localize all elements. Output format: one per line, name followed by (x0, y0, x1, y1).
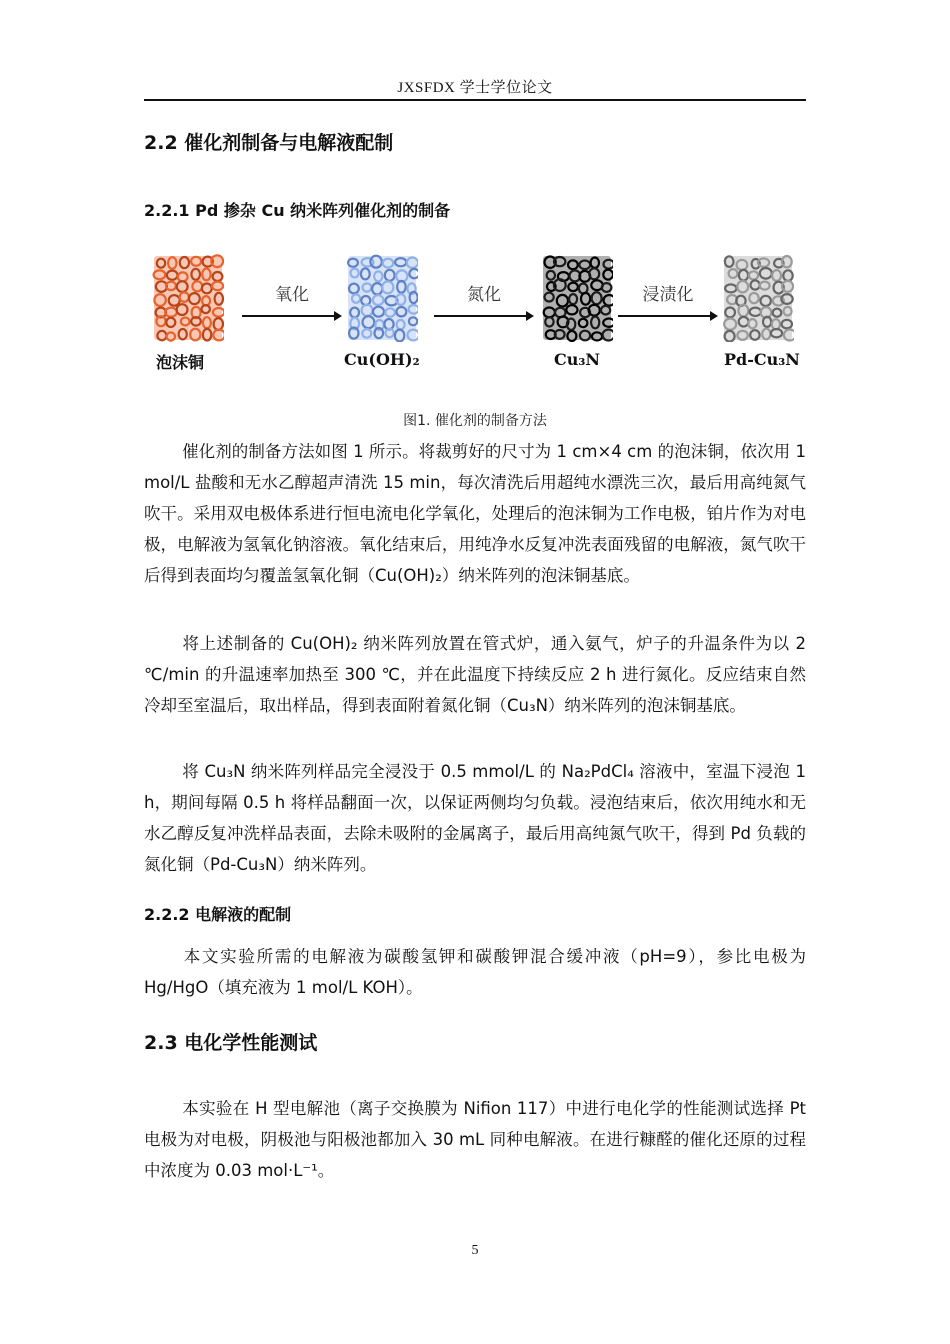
arrow-right-icon (618, 310, 718, 322)
paragraph-3 (144, 756, 806, 880)
paragraph-3-text: 将 Cu₃N 纳米阵列样品完全浸没于 0.5 mmol/L 的 Na₂PdCl₄ 溶液中，室温下浸泡 1 h，期间每隔 0.5 h 将样品翻面一次，以保证两侧均匀负载。浸泡结束后，依次用纯水和无水乙醇反复冲洗样品表面，去除未吸附的金属离子，最后用高纯氮气吹干，得到 Pd 负载的氮化铜（Pd-Cu₃N）纳米阵列。 (144, 762, 806, 874)
paragraph-1-text: 催化剂的制备方法如图 1 所示。将裁剪好的尺寸为 1 cm×4 cm 的泡沫铜，依次用 1 mol/L 盐酸和无水乙醇超声清洗 15 min，每次清洗后用超纯水漂洗三次，最后用高纯氮气吹干。采用双电极体系进行恒电流电化学氧化，处理后的泡沫铜为工作电极，铂片作为对电极，电解液为氢氧化钠溶液。氧化结束后，用纯净水反复冲洗表面残留的电解液，氮气吹干后得到表面均匀覆盖氢氧化铜（Cu(OH)₂）纳米阵列的泡沫铜基底。 (144, 442, 806, 585)
subsection-heading-2-2-1: 2.2.1 Pd 掺杂 Cu 纳米阵列催化剂的制备 (144, 201, 451, 220)
paragraph-2-text: 将上述制备的 Cu(OH)₂ 纳米阵列放置在管式炉，通入氨气，炉子的升温条件为以 2 ℃/min 的升温速率加热至 300 ℃，并在此温度下持续反应 2 h 进行氮化。反应结束自然冷却至室温后，取出样品，得到表面附着氮化铜（Cu₃N）纳米阵列的泡沫铜基底。 (144, 634, 806, 715)
arrow-impregnation (618, 280, 718, 320)
subsection-heading-2-2-2: 2.2.2 电解液的配制 (144, 905, 292, 924)
arrow-right-icon (434, 310, 534, 322)
cu-oh-2-image (346, 252, 418, 342)
cu3n-image (541, 252, 613, 342)
arrow-label: 氮化 (467, 285, 501, 305)
running-header: JXSFDX 学士学位论文 (397, 80, 553, 96)
paragraph-4 (144, 941, 806, 1003)
pd-cu3n-image (722, 252, 794, 342)
paragraph-4-text: 本文实验所需的电解液为碳酸氢钾和碳酸钾混合缓冲液（pH=9），参比电极为 Hg/HgO（填充液为 1 mol/L KOH）。 (144, 947, 806, 997)
figure-1 (144, 244, 806, 384)
header-rule (144, 99, 806, 101)
page-number: 5 (471, 1243, 479, 1258)
figure-item-label: Cu(OH)₂ (344, 350, 420, 369)
section-heading-2-3: 2.3 电化学性能测试 (144, 1032, 318, 1054)
copper-foam-image (152, 252, 224, 342)
figure-item-label: Pd-Cu₃N (724, 350, 800, 369)
arrow-oxidation (242, 280, 342, 320)
paragraph-1 (144, 436, 806, 591)
arrow-right-icon (242, 310, 342, 322)
figure-item-label: Cu₃N (554, 350, 600, 369)
paragraph-5-text: 本实验在 H 型电解池（离子交换膜为 Nifion 117）中进行电化学的性能测试选择 Pt 电极为对电极，阴极池与阳极池都加入 30 mL 同种电解液。在进行糠醛的催化还原的过程中浓度为 0.03 mol·L⁻¹。 (144, 1099, 806, 1180)
arrow-nitridation (434, 280, 534, 320)
figure-item-label: 泡沫铜 (156, 353, 205, 372)
arrow-label: 浸渍化 (642, 285, 694, 305)
paragraph-2 (144, 628, 806, 721)
figure-caption: 图1. 催化剂的制备方法 (403, 413, 547, 429)
paragraph-5 (144, 1093, 806, 1186)
arrow-label: 氧化 (275, 285, 309, 305)
section-heading-2-2: 2.2 催化剂制备与电解液配制 (144, 132, 394, 154)
